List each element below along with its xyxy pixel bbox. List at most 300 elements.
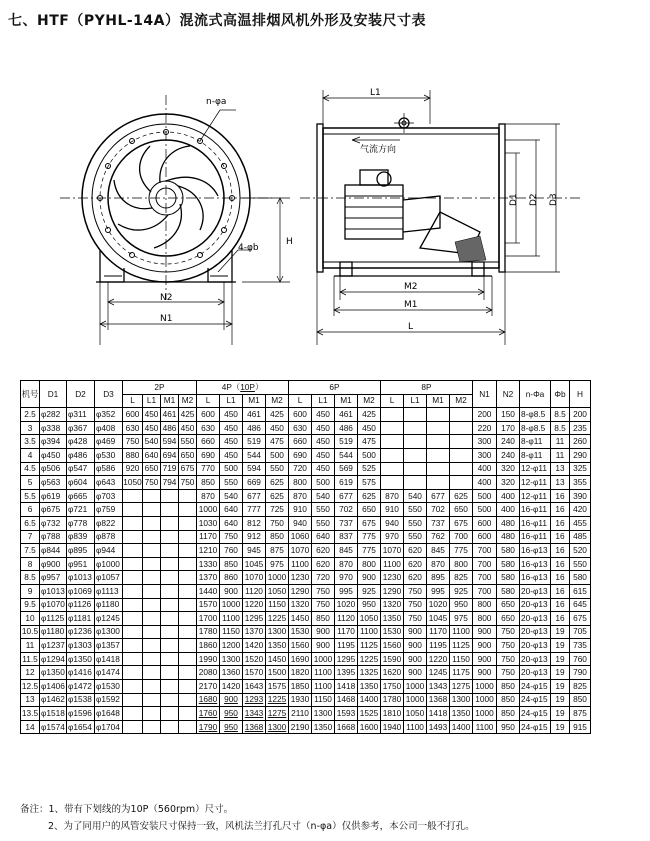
- table-cell: 12-φ11: [520, 462, 551, 476]
- table-cell: 1125: [358, 639, 381, 653]
- label-holes-top: n-φa: [206, 97, 227, 107]
- table-cell: 550: [266, 462, 289, 476]
- table-cell: 1100: [312, 666, 335, 680]
- header-4p-suffix: ）: [254, 381, 264, 392]
- table-cell: φ1294: [40, 652, 67, 666]
- table-cell: [404, 408, 427, 422]
- table-cell: 540: [312, 489, 335, 503]
- table-body: [21, 408, 591, 734]
- table-cell: 575: [358, 476, 381, 490]
- table-cell: 1295: [243, 612, 266, 626]
- header-b: Φb: [551, 381, 570, 408]
- table-cell: φ1592: [95, 693, 123, 707]
- table-cell: 16: [551, 584, 570, 598]
- table-cell: 19: [551, 720, 570, 734]
- table-cell: 600: [197, 408, 220, 422]
- table-cell: 1575: [266, 680, 289, 694]
- table-cell: 1100: [473, 720, 497, 734]
- table-cell: 16: [551, 503, 570, 517]
- table-cell: φ1013: [67, 571, 95, 585]
- table-cell: 580: [497, 571, 520, 585]
- table-cell: 845: [427, 544, 450, 558]
- subheader-cell: M1: [427, 394, 450, 408]
- table-cell: 8.5: [551, 421, 570, 435]
- table-cell: 660: [197, 435, 220, 449]
- table-cell: 1350: [450, 707, 473, 721]
- table-cell: 6.5: [21, 516, 40, 530]
- table-cell: φ1125: [40, 612, 67, 626]
- table-cell: φ1530: [95, 680, 123, 694]
- table-cell: [143, 693, 161, 707]
- table-cell: [143, 639, 161, 653]
- table-cell: [123, 571, 143, 585]
- table-cell: φ469: [95, 435, 123, 449]
- table-cell: 1000: [473, 707, 497, 721]
- notes: [20, 801, 475, 835]
- table-cell: 694: [161, 448, 179, 462]
- table-cell: [143, 612, 161, 626]
- table-cell: 737: [427, 516, 450, 530]
- table-cell: 16-φ13: [520, 571, 551, 585]
- table-cell: 580: [570, 571, 591, 585]
- table-cell: 760: [220, 544, 243, 558]
- table-cell: 475: [266, 435, 289, 449]
- table-cell: [381, 448, 404, 462]
- table-row: [21, 557, 591, 571]
- table-cell: [427, 462, 450, 476]
- table-cell: 1230: [381, 571, 404, 585]
- table-cell: 620: [404, 544, 427, 558]
- table-cell: 650: [497, 612, 520, 626]
- table-cell: 1225: [358, 652, 381, 666]
- table-cell: [427, 435, 450, 449]
- table-cell: 569: [335, 462, 358, 476]
- table-cell: 825: [570, 680, 591, 694]
- table-cell: [161, 707, 179, 721]
- table-cell: [161, 625, 179, 639]
- table-cell: 450: [220, 421, 243, 435]
- table-cell: 875: [266, 544, 289, 558]
- table-cell: 1000: [404, 680, 427, 694]
- table-cell: φ338: [40, 421, 67, 435]
- label-airflow: 气流方向: [360, 145, 397, 155]
- subheader-cell: M1: [335, 394, 358, 408]
- table-cell: φ1070: [40, 598, 67, 612]
- table-cell: 850: [266, 530, 289, 544]
- table-cell: 705: [570, 625, 591, 639]
- table-cell: φ822: [95, 516, 123, 530]
- table-cell: 1070: [243, 571, 266, 585]
- table-cell: 550: [570, 557, 591, 571]
- subheader-cell: L1: [220, 394, 243, 408]
- table-cell: [179, 489, 197, 503]
- table-cell: 550: [312, 516, 335, 530]
- table-cell: 1170: [427, 625, 450, 639]
- subheader-cell: L1: [404, 394, 427, 408]
- note-1: 备注：1、带有下划线的为10P（560rpm）尺寸。: [20, 804, 234, 815]
- table-row: [21, 598, 591, 612]
- table-cell: 450: [143, 408, 161, 422]
- table-cell: 700: [450, 530, 473, 544]
- table-cell: 16: [551, 516, 570, 530]
- table-cell: 24-φ15: [520, 693, 551, 707]
- table-cell: 1150: [220, 625, 243, 639]
- table-cell: φ486: [67, 448, 95, 462]
- table-cell: 240: [497, 435, 520, 449]
- table-cell: 7: [21, 530, 40, 544]
- table-cell: 640: [312, 530, 335, 544]
- table-cell: 4.5: [21, 462, 40, 476]
- table-cell: φ1474: [95, 666, 123, 680]
- table-cell: 500: [358, 448, 381, 462]
- table-cell: 425: [266, 408, 289, 422]
- table-cell: 2.5: [21, 408, 40, 422]
- table-cell: 544: [243, 448, 266, 462]
- table-cell: [161, 544, 179, 558]
- table-cell: φ450: [40, 448, 67, 462]
- header-10p: 10P: [240, 381, 255, 392]
- table-cell: 1120: [243, 584, 266, 598]
- table-cell: 16: [551, 489, 570, 503]
- table-cell: 12.5: [21, 680, 40, 694]
- table-cell: 1293: [243, 693, 266, 707]
- table-cell: 1175: [450, 666, 473, 680]
- table-cell: 19: [551, 707, 570, 721]
- table-cell: 1000: [473, 680, 497, 694]
- table-cell: 11: [551, 435, 570, 449]
- table-cell: 24-φ15: [520, 680, 551, 694]
- table-cell: [161, 503, 179, 517]
- table-cell: 500: [220, 462, 243, 476]
- table-cell: φ1462: [40, 693, 67, 707]
- table-cell: 1225: [266, 612, 289, 626]
- table-row: [21, 421, 591, 435]
- table-cell: 920: [123, 462, 143, 476]
- table-cell: 750: [179, 476, 197, 490]
- table-cell: 550: [404, 516, 427, 530]
- table-cell: 720: [289, 462, 312, 476]
- table-cell: 19: [551, 693, 570, 707]
- table-cell: 1400: [450, 720, 473, 734]
- header-4p-prefix: 4P（: [221, 381, 241, 392]
- table-cell: 690: [289, 448, 312, 462]
- table-cell: [123, 544, 143, 558]
- table-cell: [179, 720, 197, 734]
- table-cell: 16: [551, 530, 570, 544]
- table-cell: φ1180: [40, 625, 67, 639]
- table-cell: 200: [570, 408, 591, 422]
- table-cell: 600: [473, 516, 497, 530]
- table-cell: 1320: [381, 598, 404, 612]
- table-cell: 519: [335, 435, 358, 449]
- table-cell: 912: [243, 530, 266, 544]
- table-cell: 2170: [197, 680, 220, 694]
- table-cell: 1325: [358, 666, 381, 680]
- table-cell: 630: [289, 421, 312, 435]
- table-cell: 400: [473, 462, 497, 476]
- table-cell: [143, 557, 161, 571]
- table-cell: 13: [551, 462, 570, 476]
- table-cell: 825: [450, 571, 473, 585]
- table-cell: φ530: [95, 448, 123, 462]
- table-cell: 900: [220, 693, 243, 707]
- table-cell: 300: [473, 448, 497, 462]
- table-cell: 870: [381, 489, 404, 503]
- table-cell: 1940: [381, 720, 404, 734]
- table-cell: 12: [21, 666, 40, 680]
- table-cell: 1418: [427, 707, 450, 721]
- table-cell: φ878: [95, 530, 123, 544]
- table-cell: 940: [289, 516, 312, 530]
- table-cell: [161, 516, 179, 530]
- table-cell: 777: [243, 503, 266, 517]
- table-cell: 24-φ15: [520, 720, 551, 734]
- table-cell: 677: [335, 489, 358, 503]
- table-cell: 880: [123, 448, 143, 462]
- table-cell: 580: [497, 584, 520, 598]
- table-cell: 580: [497, 544, 520, 558]
- table-cell: 750: [404, 612, 427, 626]
- table-cell: [123, 489, 143, 503]
- table-cell: 235: [570, 421, 591, 435]
- table-row: [21, 516, 591, 530]
- table-cell: 1570: [197, 598, 220, 612]
- table-cell: 1050: [358, 612, 381, 626]
- table-cell: 9: [21, 584, 40, 598]
- table-cell: [381, 408, 404, 422]
- table-cell: 1320: [289, 598, 312, 612]
- table-cell: 170: [497, 421, 520, 435]
- table-cell: [179, 530, 197, 544]
- table-cell: 900: [404, 652, 427, 666]
- table-cell: [143, 516, 161, 530]
- table-cell: 1440: [197, 584, 220, 598]
- table-cell: 1368: [243, 720, 266, 734]
- table-cell: 600: [289, 408, 312, 422]
- table-cell: 520: [570, 544, 591, 558]
- table-cell: 8.5: [21, 571, 40, 585]
- table-cell: 450: [312, 421, 335, 435]
- table-cell: 775: [358, 530, 381, 544]
- table-cell: 400: [497, 503, 520, 517]
- table-cell: [404, 476, 427, 490]
- table-row: [21, 666, 591, 680]
- table-cell: 800: [289, 476, 312, 490]
- table-cell: 486: [161, 421, 179, 435]
- table-cell: [404, 435, 427, 449]
- table-row: [21, 476, 591, 490]
- table-cell: φ1069: [67, 584, 95, 598]
- table-cell: 12-φ11: [520, 489, 551, 503]
- subheader-cell: L: [289, 394, 312, 408]
- table-cell: φ1300: [95, 625, 123, 639]
- table-cell: 13.5: [21, 707, 40, 721]
- table-cell: 800: [450, 557, 473, 571]
- table-cell: [179, 584, 197, 598]
- table-cell: 1100: [358, 625, 381, 639]
- table-cell: 702: [427, 503, 450, 517]
- side-view: [300, 90, 580, 345]
- table-cell: 910: [381, 503, 404, 517]
- table-cell: 16: [551, 571, 570, 585]
- table-cell: 1170: [335, 625, 358, 639]
- subheader-cell: L: [197, 394, 220, 408]
- table-cell: 1500: [266, 666, 289, 680]
- table-cell: 1295: [335, 652, 358, 666]
- table-cell: 480: [497, 530, 520, 544]
- table-cell: 19: [551, 680, 570, 694]
- table-cell: 925: [358, 584, 381, 598]
- label-m2: M2: [404, 282, 418, 292]
- table-cell: 750: [123, 435, 143, 449]
- table-cell: φ1000: [95, 557, 123, 571]
- header-d1: D1: [40, 381, 67, 408]
- table-cell: 900: [473, 625, 497, 639]
- table-cell: 450: [179, 421, 197, 435]
- table-cell: φ900: [40, 557, 67, 571]
- table-cell: 860: [220, 571, 243, 585]
- table-cell: 800: [358, 557, 381, 571]
- table-cell: 1350: [266, 639, 289, 653]
- table-cell: 1300: [220, 652, 243, 666]
- table-cell: 240: [497, 448, 520, 462]
- table-cell: 1195: [427, 639, 450, 653]
- table-cell: 544: [335, 448, 358, 462]
- table-cell: 540: [143, 435, 161, 449]
- table-cell: 620: [404, 557, 427, 571]
- table-cell: φ1237: [40, 639, 67, 653]
- table-cell: 1450: [289, 612, 312, 626]
- table-cell: 725: [266, 503, 289, 517]
- table-cell: 925: [450, 584, 473, 598]
- table-cell: 720: [312, 571, 335, 585]
- table-cell: φ643: [95, 476, 123, 490]
- table-cell: 750: [266, 516, 289, 530]
- table-cell: [143, 666, 161, 680]
- table-cell: 1245: [427, 666, 450, 680]
- table-cell: 1100: [404, 720, 427, 734]
- table-cell: 450: [220, 448, 243, 462]
- table-cell: [381, 462, 404, 476]
- label-d1: D1: [509, 193, 519, 206]
- table-cell: 1620: [381, 666, 404, 680]
- table-cell: 850: [497, 693, 520, 707]
- table-cell: 1525: [358, 707, 381, 721]
- table-cell: [161, 557, 179, 571]
- table-cell: [161, 666, 179, 680]
- table-cell: 300: [473, 435, 497, 449]
- table-cell: 10: [21, 612, 40, 626]
- label-l1: L1: [370, 88, 381, 98]
- table-cell: 11: [551, 448, 570, 462]
- table-cell: 450: [312, 462, 335, 476]
- table-row: [21, 707, 591, 721]
- table-cell: 677: [427, 489, 450, 503]
- table-cell: 455: [570, 516, 591, 530]
- table-cell: 16: [551, 612, 570, 626]
- table-cell: 1275: [266, 707, 289, 721]
- table-cell: φ619: [40, 489, 67, 503]
- table-cell: 700: [473, 557, 497, 571]
- table-cell: 461: [243, 408, 266, 422]
- table-cell: [450, 448, 473, 462]
- table-cell: 870: [289, 489, 312, 503]
- table-cell: 900: [312, 625, 335, 639]
- table-cell: 940: [381, 516, 404, 530]
- table-row: [21, 680, 591, 694]
- table-cell: [143, 530, 161, 544]
- label-d2: D2: [529, 193, 539, 206]
- table-cell: [179, 571, 197, 585]
- table-cell: 895: [427, 571, 450, 585]
- table-cell: 550: [312, 503, 335, 517]
- table-cell: 1330: [197, 557, 220, 571]
- table-cell: 475: [358, 435, 381, 449]
- table-row: [21, 720, 591, 734]
- table-cell: [123, 503, 143, 517]
- table-cell: 260: [570, 435, 591, 449]
- table-cell: 1780: [197, 625, 220, 639]
- table-row: [21, 612, 591, 626]
- table-cell: 675: [450, 516, 473, 530]
- table-cell: 5: [21, 476, 40, 490]
- table-cell: 1570: [243, 666, 266, 680]
- table-cell: 1990: [197, 652, 220, 666]
- table-cell: 1300: [450, 693, 473, 707]
- table-cell: [179, 625, 197, 639]
- table-cell: 2080: [197, 666, 220, 680]
- table-cell: 845: [335, 544, 358, 558]
- table-cell: 16: [551, 557, 570, 571]
- table-cell: 675: [570, 612, 591, 626]
- table-cell: 1020: [335, 598, 358, 612]
- table-cell: 1780: [381, 693, 404, 707]
- table-cell: 594: [243, 462, 266, 476]
- table-cell: 16-φ13: [520, 557, 551, 571]
- label-n2: N2: [160, 293, 173, 303]
- table-cell: 1220: [427, 652, 450, 666]
- table-cell: φ778: [67, 516, 95, 530]
- table-cell: 16-φ11: [520, 530, 551, 544]
- table-cell: [450, 421, 473, 435]
- table-cell: φ1596: [67, 707, 95, 721]
- table-cell: [161, 680, 179, 694]
- table-cell: [179, 680, 197, 694]
- table-cell: φ1181: [67, 612, 95, 626]
- table-cell: 525: [358, 462, 381, 476]
- table-cell: φ604: [67, 476, 95, 490]
- table-cell: [123, 720, 143, 734]
- table-cell: 550: [179, 435, 197, 449]
- table-cell: φ367: [67, 421, 95, 435]
- table-cell: 325: [570, 462, 591, 476]
- table-cell: 750: [497, 652, 520, 666]
- table-cell: 970: [335, 571, 358, 585]
- table-cell: 1050: [266, 584, 289, 598]
- table-cell: 486: [335, 421, 358, 435]
- table-cell: 6: [21, 503, 40, 517]
- table-cell: [123, 639, 143, 653]
- table-cell: 760: [570, 652, 591, 666]
- table-cell: 1000: [266, 571, 289, 585]
- table-cell: 800: [473, 598, 497, 612]
- table-cell: [123, 693, 143, 707]
- table-cell: 650: [143, 462, 161, 476]
- table-row: [21, 571, 591, 585]
- header-d2: D2: [67, 381, 95, 408]
- table-cell: [179, 598, 197, 612]
- table-cell: [161, 612, 179, 626]
